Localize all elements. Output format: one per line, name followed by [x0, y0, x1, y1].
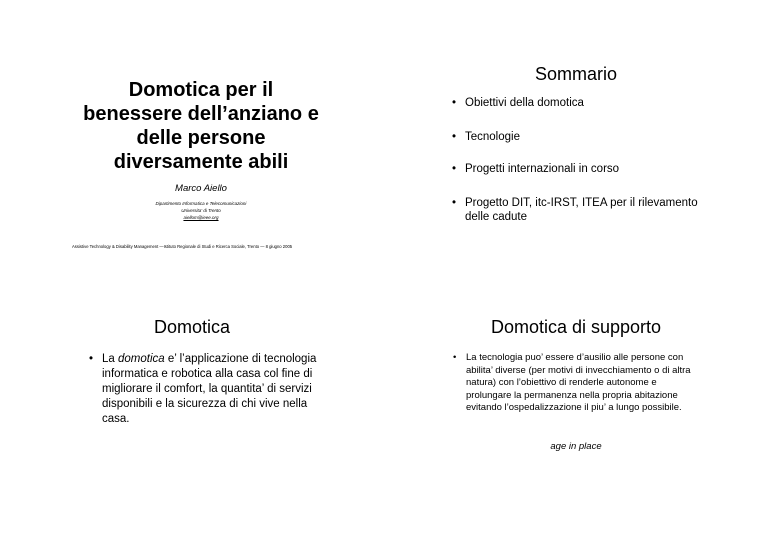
bullet-icon: • — [452, 197, 457, 209]
summary-list — [452, 96, 702, 244]
list-item — [89, 352, 319, 427]
bullet-icon: • — [89, 353, 94, 365]
title-line: delle persone — [136, 127, 266, 149]
slide-title-page — [0, 0, 384, 271]
support-list — [453, 352, 703, 415]
title-line: benessere dell’anziano e — [83, 103, 319, 125]
slide-domotica — [0, 271, 384, 542]
bullet-icon: • — [452, 131, 457, 143]
slide-heading: Sommario — [534, 64, 618, 84]
slide-heading: Domotica di supporto — [490, 317, 662, 337]
list-item-text: La tecnologia puo’ essere d’ausilio alle persone con abilita’ diverse (per motivi di invecchiamento o di altra natura) con l’obiettivo di renderle autonome e prolungare la permanenza nella propria abitazione evitando l’ospedalizzazione il piu’ a lungo possibile. — [466, 352, 691, 414]
definition-term: domotica — [118, 353, 165, 365]
definition-list — [89, 352, 319, 427]
title-line: Domotica per il — [128, 79, 274, 101]
presentation-title — [60, 78, 342, 174]
list-item — [452, 130, 702, 144]
slide-tagline: age in place — [550, 441, 602, 452]
department: Dipartimento Informatica e Telecomunicazioni — [155, 201, 247, 206]
bullet-icon: • — [452, 97, 457, 109]
email-link[interactable]: aiellom@ieee.org — [183, 215, 219, 220]
title-line: diversamente abili — [113, 151, 289, 173]
list-item — [453, 352, 703, 415]
definition-prefix: La — [102, 353, 118, 365]
slide-heading: Domotica — [153, 317, 231, 337]
slide-footer: Assistive Technology & Disability Management —Istituto Regionale di Studi e Ricerca Sociale, Trento — 8 giugno 2005 — [72, 244, 293, 249]
list-item-text: Progetti internazionali in corso — [465, 163, 620, 175]
bullet-icon: • — [453, 352, 457, 363]
list-item-text: Obiettivi della domotica — [465, 97, 584, 109]
list-item — [452, 96, 702, 110]
author-name: Marco Aiello — [175, 183, 227, 194]
slide-sommario — [384, 0, 768, 271]
list-item — [452, 162, 702, 176]
author-affiliation — [60, 200, 342, 221]
list-item — [452, 196, 702, 224]
definition-text: e’ l’applicazione di tecnologia informatica e robotica alla casa col fine di migliorare il comfort, la quantita’ di servizi disponibili e la sicurezza di chi vive nella casa. — [102, 353, 317, 425]
list-item-text: Tecnologie — [465, 131, 520, 143]
list-item-text: Progetto DIT, itc-IRST, ITEA per il rilevamento delle cadute — [465, 197, 698, 223]
bullet-icon: • — [452, 163, 457, 175]
university: Universita' di Trento — [181, 208, 221, 213]
slide-domotica-supporto — [384, 271, 768, 542]
